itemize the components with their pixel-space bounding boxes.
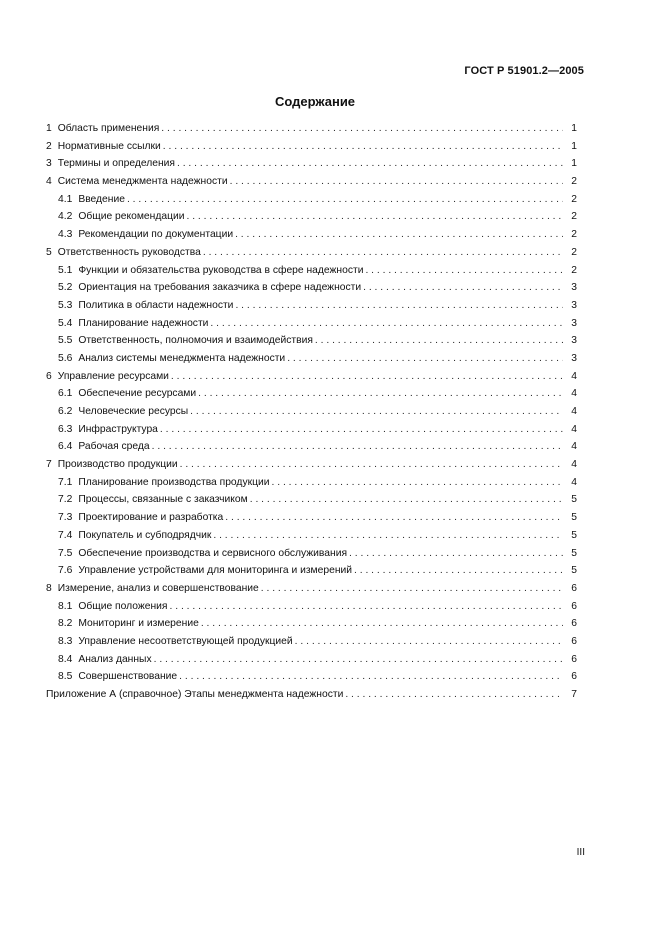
toc-dot-leader xyxy=(315,332,563,350)
toc-entry[interactable] xyxy=(46,297,577,315)
toc-dot-leader xyxy=(272,474,564,492)
toc-entry-number: 6.2 xyxy=(58,406,73,417)
toc-entry-title: Управление ресурсами xyxy=(57,370,169,382)
toc-dot-leader xyxy=(171,368,563,386)
toc-entry-title: Функции и обязательства руководства в сфере надежности xyxy=(78,264,364,276)
toc-entry-title: Измерение, анализ и совершенствование xyxy=(57,582,259,594)
toc-entry-title: Введение xyxy=(78,193,125,205)
toc-entry-number: 8.1 xyxy=(58,600,73,612)
toc-entry[interactable] xyxy=(46,562,577,580)
toc-entry[interactable] xyxy=(46,403,577,421)
toc-entry-title: Проектирование и разработка xyxy=(78,512,224,524)
toc-entry[interactable] xyxy=(46,456,577,474)
toc-entry-page: 6 xyxy=(571,635,577,647)
toc-dot-leader xyxy=(213,527,563,545)
toc-entry-number: 3 xyxy=(46,158,52,170)
toc-entry-title: Покупатель и субподрядчик xyxy=(78,529,212,541)
toc-dot-leader xyxy=(160,421,563,439)
toc-entry[interactable] xyxy=(46,208,577,226)
toc-dot-leader xyxy=(154,651,563,669)
toc-entry-number: 8.3 xyxy=(58,635,73,647)
toc-entry-number: 1 xyxy=(46,123,52,134)
toc-entry-number: 6.4 xyxy=(58,441,73,453)
toc-entry-title: Рекомендации по документации xyxy=(78,229,234,241)
toc-entry-page: 2 xyxy=(571,211,577,223)
toc-dot-leader xyxy=(230,173,563,191)
toc-entry-title: Рабочая среда xyxy=(78,441,150,453)
toc-dot-leader xyxy=(363,279,563,297)
toc-dot-leader xyxy=(201,615,563,633)
toc-entry-number: 5.1 xyxy=(58,264,73,276)
toc-dot-leader xyxy=(225,509,563,527)
toc-entry-number: 5.3 xyxy=(58,299,73,311)
toc-dot-leader xyxy=(179,668,563,686)
toc-entry-page: 6 xyxy=(571,600,577,612)
toc-entry-title: Анализ системы менеджмента надежности xyxy=(78,352,286,364)
toc-entry-title: Политика в области надежности xyxy=(78,299,234,311)
toc-entry-number: 5.6 xyxy=(58,352,73,364)
toc-entry[interactable] xyxy=(46,315,577,333)
toc-dot-leader xyxy=(203,244,563,262)
toc-entry-number: 7.4 xyxy=(58,529,73,541)
toc-entry-title: Управление устройствами для мониторинга и измерений xyxy=(78,565,353,577)
table-of-contents xyxy=(46,120,577,704)
toc-entry-title: Область применения xyxy=(57,123,160,134)
toc-entry-page: 2 xyxy=(571,229,577,241)
toc-entry[interactable] xyxy=(46,668,577,686)
toc-entry-number: 8.4 xyxy=(58,653,73,665)
toc-entry-page: 6 xyxy=(571,653,577,665)
toc-entry-title: Ориентация на требования заказчика в сфере надежности xyxy=(78,282,362,294)
toc-entry-page: 4 xyxy=(571,423,577,435)
toc-entry-page: 1 xyxy=(571,140,577,152)
toc-entry-number: 7.2 xyxy=(58,494,73,506)
toc-entry-title: Планирование надежности xyxy=(78,317,209,329)
toc-entry-title: Общие рекомендации xyxy=(78,211,185,223)
toc-entry-title: Инфраструктура xyxy=(78,423,158,435)
toc-entry[interactable] xyxy=(46,598,577,616)
toc-entry-title: Управление несоответствующей продукцией xyxy=(78,635,293,647)
toc-entry-page: 5 xyxy=(571,565,577,577)
toc-dot-leader xyxy=(345,686,563,704)
toc-entry-page: 1 xyxy=(571,158,577,170)
toc-entry-title: Ответственность, полномочия и взаимодействия xyxy=(78,335,313,347)
toc-entry-page: 2 xyxy=(571,264,577,276)
toc-entry[interactable] xyxy=(46,385,577,403)
toc-entry-title: Обеспечение производства и сервисного обслуживания xyxy=(78,547,348,559)
toc-dot-leader xyxy=(186,208,563,226)
toc-dot-leader xyxy=(250,491,563,509)
toc-entry-number: 7.1 xyxy=(58,476,73,488)
page-title: Содержание xyxy=(274,94,356,109)
toc-entry-page: 6 xyxy=(571,671,577,683)
toc-entry-number: 8.5 xyxy=(58,671,73,683)
toc-entry-title: Обеспечение ресурсами xyxy=(78,388,197,400)
toc-dot-leader xyxy=(287,350,563,368)
toc-entry-page: 2 xyxy=(571,193,577,205)
toc-entry-title: Планирование производства продукции xyxy=(78,476,270,488)
toc-entry-number: 2 xyxy=(46,140,52,152)
toc-entry-number: 4.1 xyxy=(58,193,73,205)
toc-entry-page: 4 xyxy=(571,459,577,471)
toc-entry[interactable] xyxy=(46,509,577,527)
toc-entry[interactable] xyxy=(46,545,577,563)
toc-entry[interactable] xyxy=(46,368,577,386)
toc-entry[interactable] xyxy=(46,262,577,280)
toc-entry[interactable] xyxy=(46,279,577,297)
toc-entry-number: 6 xyxy=(46,370,52,382)
toc-entry-title: Ответственность руководства xyxy=(57,246,201,258)
toc-entry[interactable] xyxy=(46,120,577,138)
toc-entry[interactable] xyxy=(46,155,577,173)
toc-entry-number: 6.3 xyxy=(58,423,73,435)
toc-dot-leader xyxy=(210,315,563,333)
toc-entry-page: 1 xyxy=(571,123,577,134)
toc-dot-leader xyxy=(365,262,563,280)
toc-entry-title: Система менеджмента надежности xyxy=(57,176,228,188)
toc-entry-title: Процессы, связанные с заказчиком xyxy=(78,494,248,506)
toc-entry[interactable] xyxy=(46,191,577,209)
toc-entry-number: 5.2 xyxy=(58,282,73,294)
toc-entry-title: Мониторинг и измерение xyxy=(78,618,199,630)
toc-entry-number: 8.2 xyxy=(58,618,73,630)
toc-entry-number: 4.2 xyxy=(58,211,73,223)
toc-entry-number: 6.1 xyxy=(58,388,73,400)
toc-entry[interactable] xyxy=(46,615,577,633)
toc-entry[interactable] xyxy=(46,226,577,244)
toc-entry-title: Приложение А (справочное) Этапы менеджмента надежности xyxy=(46,689,344,700)
toc-entry-number: 7.6 xyxy=(58,565,73,577)
toc-entry-number: 4 xyxy=(46,176,52,188)
toc-dot-leader xyxy=(190,403,563,421)
toc-entry[interactable] xyxy=(46,421,577,439)
toc-entry-page: 5 xyxy=(571,547,577,559)
toc-entry[interactable] xyxy=(46,580,577,598)
toc-dot-leader xyxy=(295,633,563,651)
toc-entry[interactable] xyxy=(46,350,577,368)
toc-entry[interactable] xyxy=(46,474,577,492)
toc-entry-number: 5.4 xyxy=(58,317,73,329)
toc-entry-page: 5 xyxy=(571,494,577,506)
toc-entry-title: Нормативные ссылки xyxy=(57,140,161,152)
toc-entry-page: 3 xyxy=(571,299,577,311)
toc-entry-number: 8 xyxy=(46,582,52,594)
toc-entry-number: 7.5 xyxy=(58,547,73,559)
toc-entry-title: Анализ данных xyxy=(78,653,152,665)
toc-entry-page: 6 xyxy=(571,618,577,630)
toc-entry-page: 3 xyxy=(571,335,577,347)
toc-entry-page: 4 xyxy=(571,476,577,488)
toc-entry-number: 7.3 xyxy=(58,512,73,524)
toc-entry-page: 2 xyxy=(571,176,577,188)
toc-dot-leader xyxy=(163,138,563,156)
toc-entry-title: Термины и определения xyxy=(57,158,175,170)
toc-dot-leader xyxy=(198,385,563,403)
toc-dot-leader xyxy=(170,598,564,616)
toc-entry[interactable] xyxy=(46,438,577,456)
toc-dot-leader xyxy=(161,120,563,138)
toc-entry-page: 5 xyxy=(571,529,577,541)
toc-entry-title: Общие положения xyxy=(78,600,168,612)
toc-entry[interactable] xyxy=(46,332,577,350)
toc-entry-number: 4.3 xyxy=(58,229,73,241)
standard-designation: ГОСТ Р 51901.2—2005 xyxy=(464,65,584,77)
toc-entry-page: 2 xyxy=(571,246,577,258)
toc-entry-title: Человеческие ресурсы xyxy=(78,406,189,417)
toc-entry-page: 7 xyxy=(571,689,577,700)
toc-entry-number: 5 xyxy=(46,246,52,258)
toc-entry-title: Совершенствование xyxy=(78,671,178,683)
toc-dot-leader xyxy=(152,438,563,456)
toc-entry[interactable] xyxy=(46,244,577,262)
toc-entry[interactable] xyxy=(46,633,577,651)
toc-entry-page: 3 xyxy=(571,352,577,364)
toc-entry[interactable] xyxy=(46,527,577,545)
toc-dot-leader xyxy=(180,456,563,474)
toc-dot-leader xyxy=(261,580,563,598)
toc-entry-page: 4 xyxy=(571,370,577,382)
toc-entry[interactable] xyxy=(46,491,577,509)
toc-dot-leader xyxy=(127,191,563,209)
toc-entry-page: 4 xyxy=(571,406,577,417)
toc-dot-leader xyxy=(235,297,563,315)
toc-dot-leader xyxy=(177,155,563,173)
toc-entry[interactable] xyxy=(46,651,577,669)
toc-entry[interactable] xyxy=(46,173,577,191)
toc-entry-page: 5 xyxy=(571,512,577,524)
toc-dot-leader xyxy=(349,545,563,563)
toc-entry-title: Производство продукции xyxy=(57,459,178,471)
page-number: III xyxy=(576,847,585,858)
toc-entry[interactable] xyxy=(46,686,577,704)
toc-entry-page: 3 xyxy=(571,317,577,329)
toc-entry-page: 4 xyxy=(571,441,577,453)
toc-dot-leader xyxy=(354,562,563,580)
toc-entry-page: 3 xyxy=(571,282,577,294)
toc-entry[interactable] xyxy=(46,138,577,156)
toc-entry-page: 4 xyxy=(571,388,577,400)
toc-entry-page: 6 xyxy=(571,582,577,594)
toc-entry-number: 5.5 xyxy=(58,335,73,347)
toc-dot-leader xyxy=(235,226,563,244)
toc-entry-number: 7 xyxy=(46,459,52,471)
